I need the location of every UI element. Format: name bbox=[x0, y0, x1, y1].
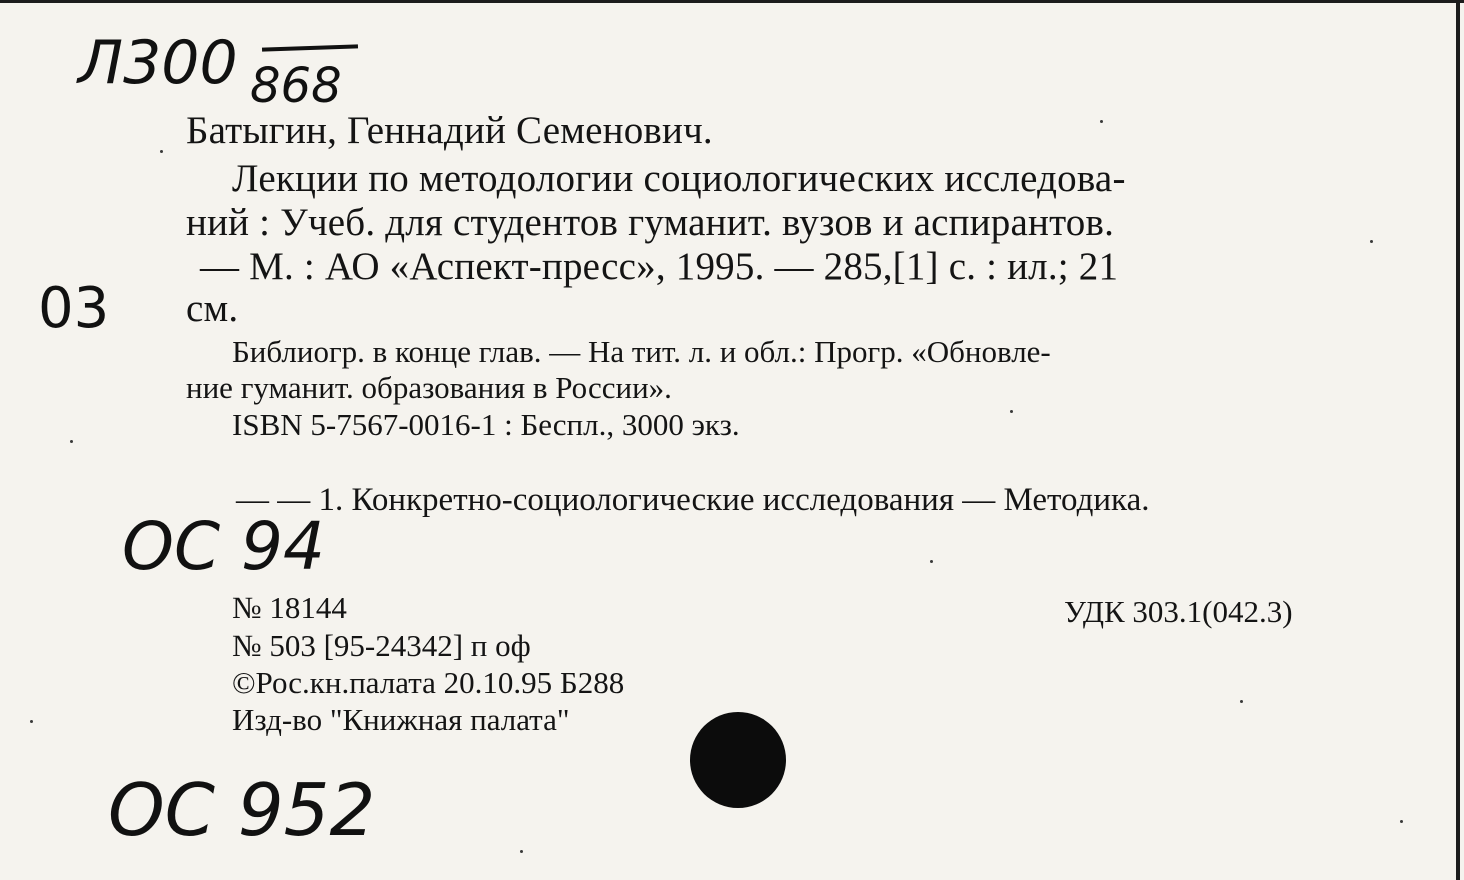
scan-speck bbox=[30, 720, 33, 723]
order-line: № 503 [95-24342] п оф bbox=[232, 628, 531, 663]
author-heading: Батыгин, Геннадий Семенович. bbox=[186, 109, 713, 152]
shelf-mark-fraction-line bbox=[262, 44, 358, 51]
scan-speck bbox=[70, 440, 73, 443]
title-line-2: ний : Учеб. для студентов гуманит. вузов и аспирантов. bbox=[186, 201, 1115, 244]
note-line-1: Библиогр. в конце глав. — На тит. л. и обл.: Прогр. «Обновле- bbox=[232, 334, 1051, 369]
scan-speck bbox=[1240, 700, 1243, 703]
scan-speck bbox=[520, 850, 523, 853]
shelf-mark-sub: 868 bbox=[250, 58, 342, 114]
isbn-line: ISBN 5-7567-0016-1 : Беспл., 3000 экз. bbox=[232, 407, 740, 442]
publisher-line: Изд-во "Книжная палата" bbox=[232, 702, 570, 737]
subject-heading: — — 1. Конкретно-социологические исследования — Методика. bbox=[236, 482, 1150, 518]
title-line-3: — М. : АО «Аспект-пресс», 1995. — 285,[1] с. : ил.; 21 bbox=[200, 245, 1119, 288]
scan-speck bbox=[1010, 410, 1013, 413]
title-line-1: Лекции по методологии социологических исследова- bbox=[232, 157, 1126, 200]
record-number: № 18144 bbox=[232, 590, 347, 625]
location-mark: 03 bbox=[38, 276, 110, 341]
scan-speck bbox=[1100, 120, 1103, 123]
scan-speck bbox=[1370, 240, 1373, 243]
punched-hole bbox=[690, 712, 786, 808]
note-line-2: ние гуманит. образования в России». bbox=[186, 370, 672, 405]
card-top-edge bbox=[0, 0, 1464, 3]
stamp-mark-1: ОС 94 bbox=[122, 508, 325, 585]
shelf-mark: Л300 bbox=[78, 28, 238, 98]
stamp-mark-2: ОС 952 bbox=[108, 768, 376, 852]
copyright-line: ©Рос.кн.палата 20.10.95 Б288 bbox=[232, 665, 625, 700]
udc-code: УДК 303.1(042.3) bbox=[1064, 594, 1293, 629]
scan-speck bbox=[160, 150, 163, 153]
title-line-4: см. bbox=[186, 287, 239, 330]
card-right-edge bbox=[1456, 0, 1460, 880]
scan-speck bbox=[1400, 820, 1403, 823]
scan-speck bbox=[930, 560, 933, 563]
